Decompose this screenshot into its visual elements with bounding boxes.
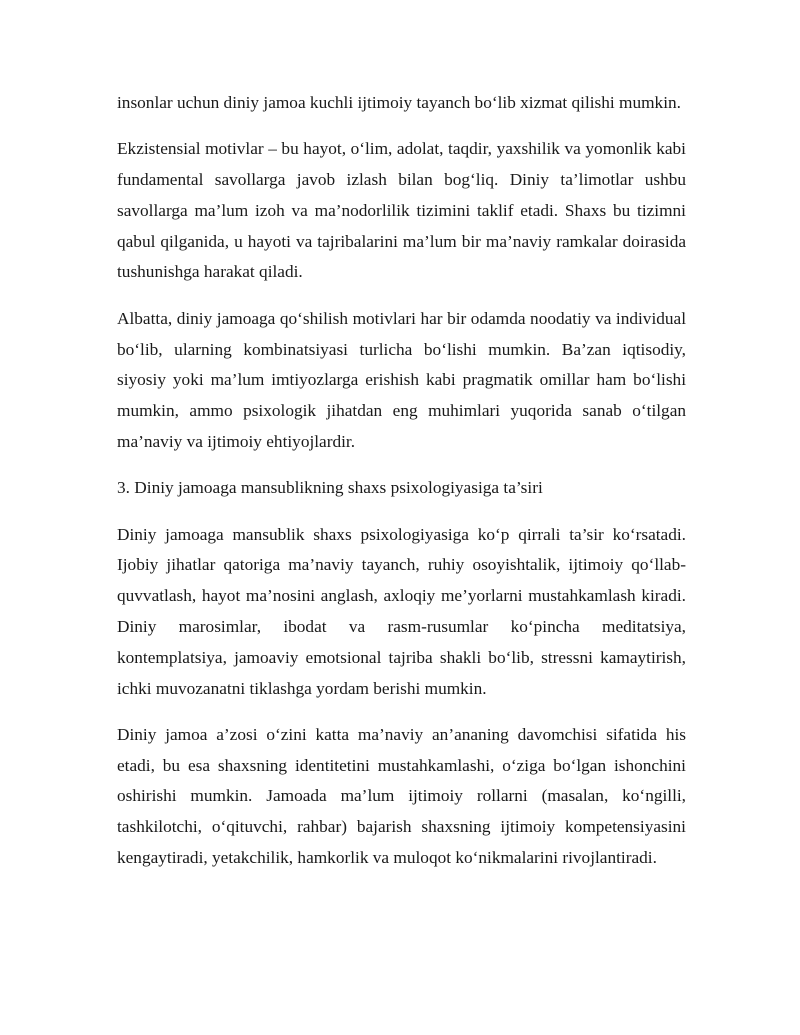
paragraph-continuation: insonlar uchun diniy jamoa kuchli ijtimoiy tayanch bo‘lib xizmat qilishi mumkin.: [117, 93, 681, 112]
document-page: [117, 88, 686, 889]
section-heading: 3. Diniy jamoaga mansublikning shaxs psixologiyasiga ta’siri: [117, 478, 543, 498]
paragraph-existential-motives: Ekzistensial motivlar – bu hayot, o‘lim, adolat, taqdir, yaxshilik va yomonlik kabi fundamental savollarga javob izlash bilan bog‘liq. Diniy ta’limotlar ushbu savollarga ma’lum izoh va ma’nodorlilik tizimini taklif etadi. Shaxs bu tizimni qabul qilganida, u hayoti va tajribalarini ma’lum bir ma’naviy ramkalar doirasida tushunishga harakat qiladi.: [117, 139, 686, 282]
paragraph-influence: Diniy jamoaga mansublik shaxs psixologiyasiga ko‘p qirrali ta’sir ko‘rsatadi. Ijobiy jihatlar qatoriga ma’naviy tayanch, ruhiy osoyishtalik, ijtimoiy qo‘llab-quvvatlash, hayot ma’nosini anglash, axloqiy me’yorlarni mustahkamlash kiradi. Diniy marosimlar, ibodat va rasm-rusumlar ko‘pincha meditatsiya, kontemplatsiya, jamoaviy emotsional tajriba shakli bo‘lib, stressni kamaytirish, ichki muvozanatni tiklashga yordam berishi mumkin.: [117, 524, 686, 698]
paragraph-identity: Diniy jamoa a’zosi o‘zini katta ma’naviy an’ananing davomchisi sifatida his etadi, bu esa shaxsning identitetini mustahkamlashi, o‘ziga bo‘lgan ishonchini oshirishi mumkin. Jamoada ma’lum ijtimoiy rollarni (masalan, ko‘ngilli, tashkilotchi, o‘qituvchi, rahbar) bajarish shaxsning ijtimoiy kompetensiyasini kengaytiradi, yetakchilik, hamkorlik va muloqot ko‘nikmalarini rivojlantiradi.: [117, 724, 686, 868]
paragraph-motives-summary: Albatta, diniy jamoaga qo‘shilish motivlari har bir odamda noodatiy va individual bo‘lib, ularning kombinatsiyasi turlicha bo‘lishi mumkin. Ba’zan iqtisodiy, siyosiy yoki ma’lum imtiyozlarga erishish kabi pragmatik omillar ham bo‘lishi mumkin, ammo psixologik jihatdan eng muhimlari yuqorida sanab o‘tilgan ma’naviy va ijtimoiy ehtiyojlardir.: [117, 308, 686, 451]
